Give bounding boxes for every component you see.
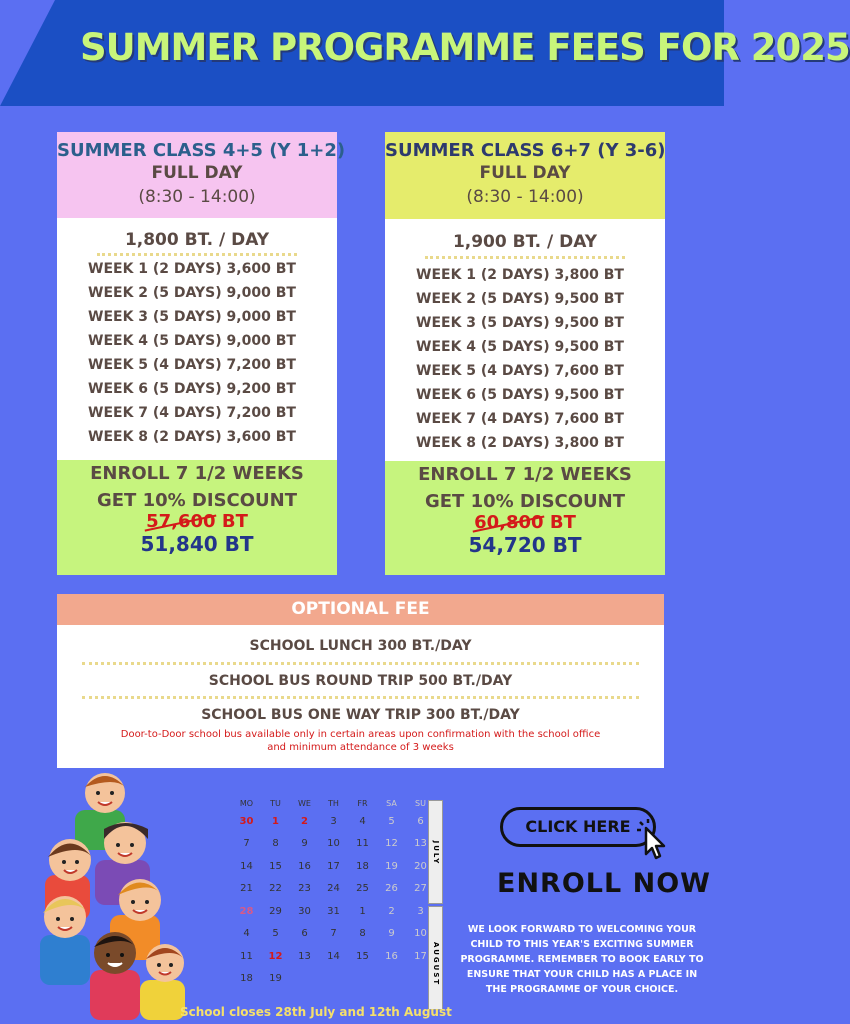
calendar-day: 19 bbox=[385, 860, 398, 872]
calendar-day: 27 bbox=[414, 883, 427, 895]
calendar-day: 2 bbox=[388, 905, 395, 917]
class-b-type: FULL DAY bbox=[479, 163, 571, 183]
calendar-day: 14 bbox=[240, 860, 253, 872]
class-b-title: SUMMER CLASS 6+7 (Y 3-6) bbox=[385, 140, 666, 161]
calendar-day: 12 bbox=[385, 838, 398, 850]
calendar-day: 30 bbox=[239, 815, 254, 827]
week-row: WEEK 5 (4 DAYS) 7,600 BT bbox=[416, 363, 624, 379]
week-row: WEEK 4 (5 DAYS) 9,000 BT bbox=[88, 333, 296, 349]
divider bbox=[82, 696, 639, 699]
month-label-august bbox=[428, 906, 443, 1010]
calendar-day: 30 bbox=[298, 905, 311, 917]
week-row: WEEK 2 (5 DAYS) 9,500 BT bbox=[416, 291, 624, 307]
calendar-day: 18 bbox=[356, 860, 369, 872]
calendar-week-row bbox=[232, 900, 435, 923]
week-row: WEEK 4 (5 DAYS) 9,500 BT bbox=[416, 339, 624, 355]
calendar-week-row bbox=[232, 968, 435, 991]
day-label: TH bbox=[328, 798, 339, 808]
day-label: MO bbox=[239, 798, 254, 808]
calendar-day: 16 bbox=[385, 950, 398, 962]
calendar-day: 21 bbox=[240, 883, 253, 895]
old-price-value: 57,600 bbox=[146, 511, 216, 532]
class-b-hours: (8:30 - 14:00) bbox=[466, 187, 584, 207]
calendar-day: 25 bbox=[356, 883, 369, 895]
calendar-day: 11 bbox=[356, 838, 369, 850]
class-a-old-price bbox=[146, 511, 248, 532]
calendar-week-row bbox=[232, 810, 435, 833]
school-closes-note: School closes 28th July and 12th August bbox=[180, 1005, 452, 1019]
class-a-new-price: 51,840 BT bbox=[140, 532, 254, 556]
calendar-day: 20 bbox=[414, 860, 427, 872]
calendar-day: 15 bbox=[356, 950, 369, 962]
class-a-rate: 1,800 BT. / DAY bbox=[124, 230, 270, 250]
week-row: WEEK 5 (4 DAYS) 7,200 BT bbox=[88, 357, 296, 373]
calendar-day: 6 bbox=[301, 928, 308, 940]
day-label: TU bbox=[270, 798, 281, 808]
optional-item: SCHOOL BUS ROUND TRIP 500 BT./DAY bbox=[208, 673, 513, 689]
calendar-day: 24 bbox=[327, 883, 340, 895]
calendar-week-row bbox=[232, 833, 435, 856]
week-row: WEEK 1 (2 DAYS) 3,600 BT bbox=[88, 261, 296, 277]
welcome-text: WE LOOK FORWARD TO WELCOMING YOUR CHILD TO THIS YEAR'S EXCITING SUMMER PROGRAMME. REMEMBER TO BOOK EARLY TO ENSURE THAT YOUR CHILD HAS A PLACE IN THE PROGRAMME OF YOUR CHOICE. bbox=[460, 924, 704, 995]
calendar-day: 26 bbox=[385, 883, 398, 895]
calendar-day: 2 bbox=[301, 815, 308, 827]
optional-item: SCHOOL LUNCH 300 BT./DAY bbox=[249, 638, 472, 654]
bus-note bbox=[57, 728, 664, 754]
month-label-text: JULY bbox=[432, 840, 440, 866]
calendar-week-row bbox=[232, 878, 435, 901]
class-b-discount: GET 10% DISCOUNT bbox=[424, 491, 626, 512]
calendar-day: 13 bbox=[414, 838, 427, 850]
calendar-day: 9 bbox=[301, 838, 308, 850]
week-row: WEEK 1 (2 DAYS) 3,800 BT bbox=[416, 267, 624, 283]
class-a-weeks bbox=[88, 257, 296, 449]
old-price-unit: BT bbox=[221, 511, 248, 532]
day-label: WE bbox=[298, 798, 311, 808]
calendar-week-row bbox=[232, 855, 435, 878]
class-a-discount-box bbox=[57, 460, 337, 575]
calendar-day: 7 bbox=[330, 928, 337, 940]
calendar-day: 3 bbox=[417, 905, 424, 917]
class-a-title: SUMMER CLASS 4+5 (Y 1+2) bbox=[57, 140, 346, 161]
week-row: WEEK 7 (4 DAYS) 7,600 BT bbox=[416, 411, 624, 427]
calendar-day: 10 bbox=[414, 928, 427, 940]
cursor-click-icon bbox=[636, 818, 676, 862]
class-a-enroll: ENROLL 7 1/2 WEEKS bbox=[90, 463, 304, 484]
calendar-day: 13 bbox=[298, 950, 311, 962]
calendar-day: 17 bbox=[327, 860, 340, 872]
calendar-day: 4 bbox=[359, 815, 366, 827]
class-a-hours: (8:30 - 14:00) bbox=[138, 187, 256, 207]
week-row: WEEK 2 (5 DAYS) 9,000 BT bbox=[88, 285, 296, 301]
week-row: WEEK 6 (5 DAYS) 9,500 BT bbox=[416, 387, 624, 403]
day-label: FR bbox=[357, 798, 368, 808]
calendar-day: 10 bbox=[327, 838, 340, 850]
divider bbox=[425, 256, 625, 259]
class-b-new-price: 54,720 BT bbox=[468, 533, 582, 557]
calendar-day: 11 bbox=[240, 950, 253, 962]
children-illustration bbox=[20, 765, 195, 1020]
calendar-day: 18 bbox=[240, 973, 253, 985]
calendar-day: 19 bbox=[269, 973, 282, 985]
click-here-button[interactable]: CLICK HERE bbox=[500, 807, 656, 847]
calendar-day: 17 bbox=[414, 950, 427, 962]
class-b-card bbox=[385, 132, 665, 575]
calendar-day: 9 bbox=[388, 928, 395, 940]
bus-note-line: and minimum attendance of 3 weeks bbox=[267, 742, 454, 753]
calendar-day: 1 bbox=[359, 905, 366, 917]
old-price-unit: BT bbox=[549, 512, 576, 533]
class-b-old-price bbox=[474, 512, 576, 533]
month-label-text: AUGUST bbox=[432, 942, 440, 987]
calendar-day: 3 bbox=[330, 815, 337, 827]
enroll-now-heading: ENROLL NOW bbox=[497, 868, 711, 899]
bus-note-line: Door-to-Door school bus available only in certain areas upon confirmation with the school office bbox=[120, 729, 601, 740]
page-title: SUMMER PROGRAMME FEES FOR 2025 bbox=[80, 26, 850, 69]
child-figure bbox=[40, 896, 90, 985]
calendar-week-row bbox=[232, 923, 435, 946]
week-row: WEEK 7 (4 DAYS) 7,200 BT bbox=[88, 405, 296, 421]
class-b-weeks bbox=[416, 263, 624, 455]
calendar-day: 6 bbox=[417, 815, 424, 827]
week-row: WEEK 6 (5 DAYS) 9,200 BT bbox=[88, 381, 296, 397]
calendar-header-row bbox=[232, 796, 435, 810]
week-row: WEEK 8 (2 DAYS) 3,600 BT bbox=[88, 429, 296, 445]
class-a-header bbox=[57, 132, 346, 218]
calendar-day: 23 bbox=[298, 883, 311, 895]
week-row: WEEK 3 (5 DAYS) 9,500 BT bbox=[416, 315, 624, 331]
calendar-day: 28 bbox=[239, 905, 254, 917]
calendar-day: 8 bbox=[359, 928, 366, 940]
optional-fee-panel bbox=[57, 594, 664, 768]
week-row: WEEK 8 (2 DAYS) 3,800 BT bbox=[416, 435, 624, 451]
old-price-value: 60,800 bbox=[474, 512, 544, 533]
calendar-day: 16 bbox=[298, 860, 311, 872]
calendar-day: 15 bbox=[269, 860, 282, 872]
class-a-card bbox=[57, 132, 346, 575]
class-b-header bbox=[385, 132, 665, 219]
calendar-day: 14 bbox=[327, 950, 340, 962]
optional-item: SCHOOL BUS ONE WAY TRIP 300 BT./DAY bbox=[201, 707, 520, 723]
calendar-day: 4 bbox=[243, 928, 250, 940]
child-figure bbox=[90, 932, 140, 1020]
day-label: SA bbox=[386, 798, 397, 808]
week-row: WEEK 3 (5 DAYS) 9,000 BT bbox=[88, 309, 296, 325]
class-a-discount: GET 10% DISCOUNT bbox=[96, 490, 298, 511]
class-b-rate: 1,900 BT. / DAY bbox=[452, 232, 598, 252]
optional-fee-title: OPTIONAL FEE bbox=[57, 594, 664, 625]
calendar-day: 1 bbox=[272, 815, 279, 827]
calendar-day: 5 bbox=[272, 928, 279, 940]
class-b-enroll: ENROLL 7 1/2 WEEKS bbox=[418, 464, 632, 485]
calendar-day: 8 bbox=[272, 838, 279, 850]
calendar-day: 7 bbox=[243, 838, 250, 850]
day-label: SU bbox=[415, 798, 426, 808]
calendar-day: 22 bbox=[269, 883, 282, 895]
divider bbox=[97, 253, 297, 256]
month-label-july bbox=[428, 800, 443, 904]
calendar-day: 12 bbox=[268, 950, 283, 962]
class-b-discount-box bbox=[385, 461, 665, 575]
calendar-week-row bbox=[232, 945, 435, 968]
calendar-day: 31 bbox=[327, 905, 340, 917]
calendar-day: 5 bbox=[388, 815, 395, 827]
calendar bbox=[232, 796, 435, 990]
divider bbox=[82, 662, 639, 665]
class-a-type: FULL DAY bbox=[151, 163, 243, 183]
calendar-day: 29 bbox=[269, 905, 282, 917]
